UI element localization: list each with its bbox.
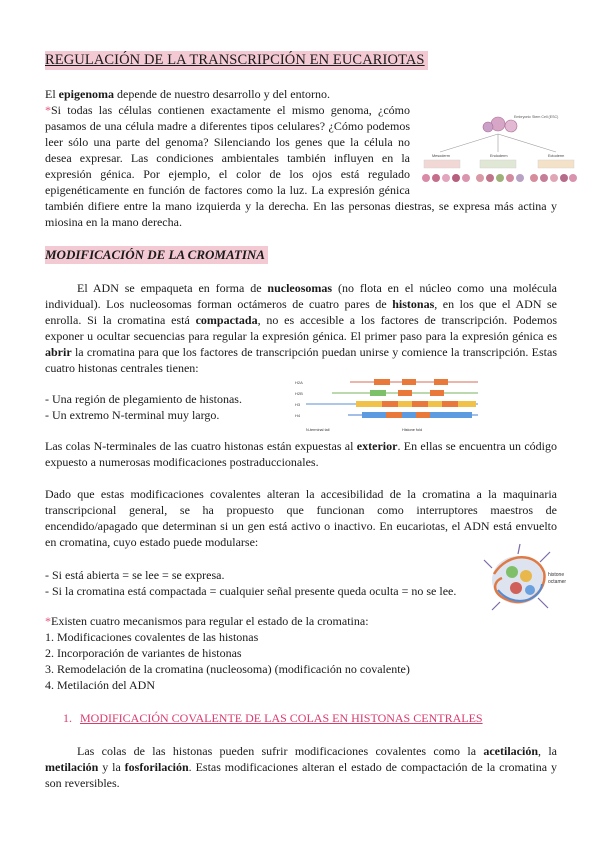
section-heading-chromatin: MODIFICACIÓN DE LA CROMATINA <box>45 246 268 264</box>
intro-line-6: expresión génica. Por ejemplo, el color de los ojos está regulado <box>45 167 410 181</box>
s1-p3-line-3: encendido/apagado que determinan si un gen está activo o inactivo. En eucariotas, el ADN está envuelto <box>45 519 557 533</box>
s1-p3-line-4: en cromatina, cuyo estado puede modularse: <box>45 535 259 549</box>
s1-p1-line-3: enrolla. Si la cromatina está compactada, no es accesible a los factores de transcripción. Podemos <box>45 313 557 327</box>
intro-line-2: *Si todas las células contienen exactamente el mismo genoma, ¿cómo <box>45 103 410 117</box>
bullet-item: - Un extremo N-terminal muy largo. <box>45 408 220 422</box>
fig2-row-label: H4 <box>295 413 301 418</box>
s1-p1-line-1: El ADN se empaqueta en forma de nucleosomas (no flota en el núcleo como una molécula <box>77 281 557 295</box>
s1-p1-line-4: exponer u ocultar secuencias para regular la expresión génica. El primer paso para la expresión génica es <box>45 329 557 343</box>
s1-p1-line-2: individual). Los nucleosomas forman octámeros de cuatro pares de histonas, en los que el ADN se <box>45 297 557 311</box>
stem-cell-differentiation-figure <box>418 108 578 196</box>
fig3-label-2: octamer <box>548 579 567 585</box>
intro-line-3: pasamos de una célula madre a diferentes tipos celulares? ¿Cómo podemos <box>45 119 410 133</box>
fig2-left-label: N-terminal tail <box>306 428 330 432</box>
mechanism-item: 2. Incorporación de variantes de histonas <box>45 646 242 660</box>
intro-line-5: desea expresar. Las condiciones ambientales también influyen en la <box>45 151 410 165</box>
fig2-right-label: Histone fold <box>402 428 423 432</box>
fig1-label-ectoderm: Ectoderm <box>548 154 565 158</box>
mechanisms-intro: *Existen cuatro mecanismos para regular el estado de la cromatina: <box>45 614 369 628</box>
fig1-title: Embryonic Stem Cell (ESC) <box>514 115 559 119</box>
mechanism-item: 3. Remodelación de la cromatina (nucleosoma) (modificación no covalente) <box>45 662 410 676</box>
intro-line-1: El epigenoma depende de nuestro desarrollo y del entorno. <box>45 87 330 101</box>
intro-line-7: epigenéticamente en función de factores como la luz. La expresión génica <box>45 183 410 197</box>
s1-p3-line-2: transcripcional general, se ha propuesto que funcionan como interruptores maestros de <box>45 503 557 517</box>
s1-p3-line-1: Dado que estas modificaciones covalentes alteran la accesibilidad de la cromatina a la maquinaria <box>45 487 557 501</box>
s1-p1-line-5: abrir la cromatina para que los factores de transcripción puedan unirse y comience la transcripción. Estas <box>45 345 557 359</box>
mechanism-item: 1. Modificaciones covalentes de las histonas <box>45 630 259 644</box>
fig1-label-mesoderm: Mesoderm <box>432 154 450 158</box>
intro-line-4: leer sólo una parte del genoma? Silenciando los genes que la célula no <box>45 135 410 149</box>
final-line-2: metilación y la fosforilación. Estas modificaciones alteran el estado de compactación de la cromatina y <box>45 760 557 774</box>
nucleosome-figure <box>478 538 578 620</box>
intro-line-9: miosina en la mano derecha. <box>45 215 182 229</box>
intro-line-8: también difiere entre la mano izquierda y la derecha. En las personas diestras, se expresa más actina y <box>45 199 557 213</box>
page-title: REGULACIÓN DE LA TRANSCRIPCIÓN EN EUCARIOTAS <box>45 51 428 70</box>
subsection-number: 1. <box>63 711 72 725</box>
fig1-label-endoderm: Endoderm <box>490 154 508 158</box>
fig2-row-label: H2A <box>295 380 303 385</box>
s1-p2-line-1: Las colas N-terminales de las cuatro histonas están expuestas al exterior. En ellas se encuentra un código <box>45 439 557 453</box>
subsection-heading: MODIFICACIÓN COVALENTE DE LAS COLAS EN HISTONAS CENTRALES <box>80 711 483 725</box>
fig2-row-label: H3 <box>295 402 301 407</box>
final-line-3: son reversibles. <box>45 776 120 790</box>
mechanism-item: 4. Metilación del ADN <box>45 678 155 692</box>
histone-domains-figure <box>292 376 484 434</box>
s1-p1-line-6: cuatro histonas centrales tienen: <box>45 361 199 375</box>
bullet-item: - Una región de plegamiento de histonas. <box>45 392 242 406</box>
final-line-1: Las colas de las histonas pueden sufrir modificaciones covalentes como la acetilación, la <box>77 744 557 758</box>
s1-p2-line-2: expuesto a numerosas modificaciones postraduccionales. <box>45 455 319 469</box>
state-item: - Si la cromatina está compactada = cualquier señal presente queda oculta = no se lee. <box>45 584 457 598</box>
state-item: - Si está abierta = se lee = se expresa. <box>45 568 225 582</box>
fig3-label-1: histone <box>548 572 565 578</box>
fig2-row-label: H2B <box>295 391 303 396</box>
